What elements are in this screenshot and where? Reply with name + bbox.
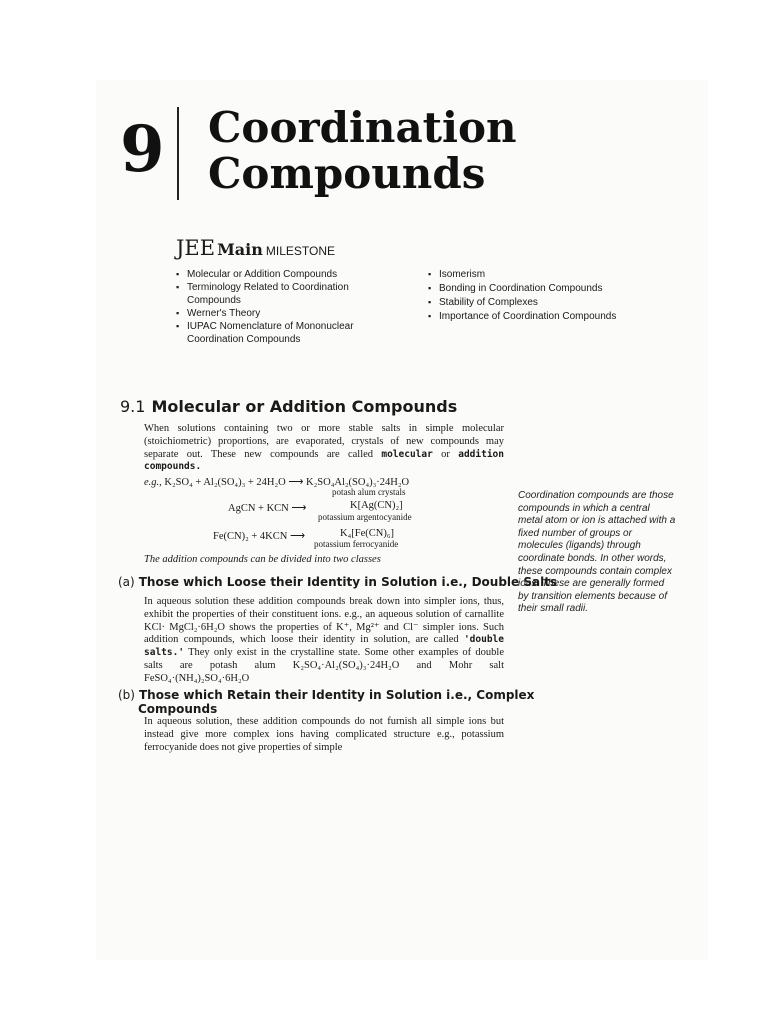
eg-label: e.g., — [144, 477, 162, 488]
topics-list-left — [176, 268, 391, 346]
topic-item: ▪ Werner's Theory — [176, 307, 391, 320]
intro-paragraph — [144, 423, 504, 474]
subheading-b-tag: (b) — [118, 688, 135, 702]
topic-item: ▪ Molecular or Addition Compounds — [176, 268, 391, 281]
sidenote-definition: Coordination compounds are those compounds in which a central metal atom or ion is attached with a fixed number of groups or molecules (ligands) through coordinate bonds. In other words, these compounds contain complex ions. These are generally formed by transition elements because of their small radii. — [518, 490, 676, 615]
section-title-text: Molecular or Addition Compounds — [151, 397, 458, 416]
keyword-double-salts: 'double salts.' — [144, 634, 504, 659]
topic-item: ▪ IUPAC Nomenclature of Mononuclear Coordination Compounds — [176, 320, 391, 346]
equation-1-label: potash alum crystals — [332, 487, 406, 497]
equation-2-label: potassium argentocyanide — [318, 512, 412, 522]
keyword-addition: addition compounds. — [144, 448, 504, 473]
chapter-title — [208, 105, 517, 197]
topic-item: ▪ Isomerism — [428, 268, 668, 281]
equation-1-lhs: K₂SO₄ + Al₂(SO₄)₃ + 24H₂O ⟶ — [164, 477, 304, 488]
subheading-a — [118, 575, 557, 589]
double-salts-text-cont: They only exist in the crystalline state. Some other examples of double salts are potash alum K₂SO₄·Al₂(SO₄)₃·24H₂O and Mohr salt FeSO₄·(NH₄)₂SO₄·6H₂O — [144, 647, 504, 684]
equation-2-rhs: K[Ag(CN)₂] — [350, 500, 403, 511]
section-title — [120, 397, 457, 416]
equation-3-rhs: K₄[Fe(CN)₆] — [340, 528, 394, 539]
equation-1-rhs: K₂SO₄Al₂(SO₄)₃·24H₂O — [306, 477, 410, 488]
subheading-b — [118, 688, 534, 716]
equation-3-lhs: Fe(CN)₂ + 4KCN ⟶ — [213, 531, 306, 542]
complex-compounds-paragraph: In aqueous solution, these addition compounds do not furnish all simple ions but instead give more complex ions having complicated structure e.g., potassium ferrocyanide does not give properties of simple — [144, 716, 504, 753]
subheading-b-title-cont: Compounds — [138, 702, 218, 716]
topic-item: ▪ Bonding in Coordination Compounds — [428, 282, 668, 295]
double-salts-text: In aqueous solution these addition compounds break down into simpler ions, thus, exhibit the properties of their constituent ions. e.g., an aqueous solution of carnallite KCl· MgCl₂·6H₂O shows the properties of K⁺, Mg²⁺ and Cl⁻ simpler ions. Such addition compounds, which loose their identity in solution, are called — [144, 596, 504, 646]
subheading-a-title: Those which Loose their Identity in Solution i.e., Double Salts — [138, 575, 558, 589]
subheading-b-title: Those which Retain their Identity in Solution i.e., Complex — [138, 688, 535, 702]
intro-or: or — [432, 448, 459, 460]
chapter-title-line2: Compounds — [208, 149, 486, 198]
milestone-heading — [176, 236, 335, 260]
subheading-a-tag: (a) — [118, 575, 135, 589]
milestone-label: MILESTONE — [265, 244, 336, 258]
chapter-divider — [177, 107, 179, 200]
equation-3-label: potassium ferrocyanide — [314, 539, 399, 549]
equation-2-lhs: AgCN + KCN ⟶ — [228, 503, 307, 514]
classes-note: The addition compounds can be divided into two classes — [144, 554, 381, 565]
milestone-jee: JEE — [176, 236, 216, 260]
topics-list-right — [428, 268, 668, 324]
double-salts-paragraph — [144, 596, 504, 686]
intro-text: When solutions containing two or more stable salts in simple molecular (stoichiometric) proportions, are evaporated, crystals of new compounds may separate out. These new compounds are called — [144, 423, 504, 460]
chapter-number: 9 — [120, 112, 165, 187]
topic-item: ▪ Stability of Complexes — [428, 296, 668, 309]
topic-item: ▪ Importance of Coordination Compounds — [428, 310, 668, 323]
topic-item: ▪ Terminology Related to Coordination Compounds — [176, 281, 391, 307]
milestone-main: Main — [217, 240, 263, 259]
chapter-title-line1: Coordination — [208, 103, 517, 152]
section-number: 9.1 — [120, 397, 146, 416]
keyword-molecular: molecular — [381, 448, 433, 460]
